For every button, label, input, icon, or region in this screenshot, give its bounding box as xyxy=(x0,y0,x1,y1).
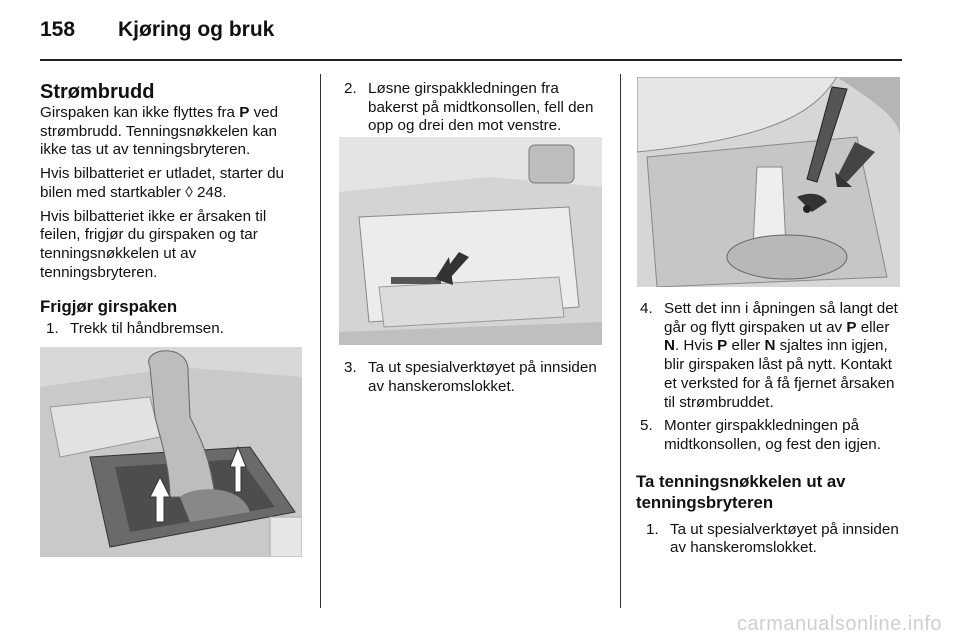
watermark: carmanualsonline.info xyxy=(736,613,942,635)
subsection-title: Ta tenningsnøkkelen ut av tenningsbryteren xyxy=(636,471,846,512)
list-item: 1. Trekk til håndbremsen. xyxy=(46,320,224,338)
page-header xyxy=(40,18,274,42)
column-2-lower xyxy=(344,359,602,396)
reference-icon: ◊ xyxy=(185,183,193,201)
subsection-title: Frigjør girspaken xyxy=(40,297,178,317)
column-1 xyxy=(40,80,304,339)
section-title: Strømbrudd xyxy=(40,81,155,103)
column-3 xyxy=(636,300,902,558)
paragraph: Girspaken kan ikke flyttes fra P ved strømbrudd. Tenningsnøkkelen kan ikke tas ut av tenningsbryteren. xyxy=(40,104,279,159)
column-divider xyxy=(620,74,621,608)
paragraph: Hvis bilbatteriet ikke er årsaken til feilen, frigjør du girspaken og tar tenningsnøkkelen ut av tenningsbryteren. xyxy=(40,207,267,281)
list-item: 2. Løsne girspakkledningen fra bakerst på midtkonsollen, fell den opp og drei den mot venstre. xyxy=(344,80,594,135)
page-number: 158 xyxy=(40,18,76,41)
list-item: 3. Ta ut spesialverktøyet på innsiden av hanskeromslokket. xyxy=(344,359,597,395)
gear-lever-illustration xyxy=(40,347,302,557)
column-2 xyxy=(344,80,602,136)
chapter-title: Kjøring og bruk xyxy=(118,18,275,41)
console-tool-illustration xyxy=(637,77,900,287)
header-rule xyxy=(40,59,902,61)
list-item: 5. Monter girspakkledningen på midtkonsollen, og fest den igjen. xyxy=(640,417,881,453)
glovebox-illustration xyxy=(339,137,602,345)
list-item: 1. Ta ut spesialverktøyet på innsiden av hanskeromslokket. xyxy=(646,520,899,557)
list-item: 4. Sett det inn i åpningen så langt det går og flytt girspaken ut av P eller N. Hvis P eller N sjaltes inn igjen, blir girspaken låst på nytt. Kontakt et verksted for å få fjernet årsaken til strømbruddet. xyxy=(640,300,898,411)
column-divider xyxy=(320,74,321,608)
paragraph: Hvis bilbatteriet er utladet, starter du bilen med startkabler ◊ 248. xyxy=(40,165,284,201)
